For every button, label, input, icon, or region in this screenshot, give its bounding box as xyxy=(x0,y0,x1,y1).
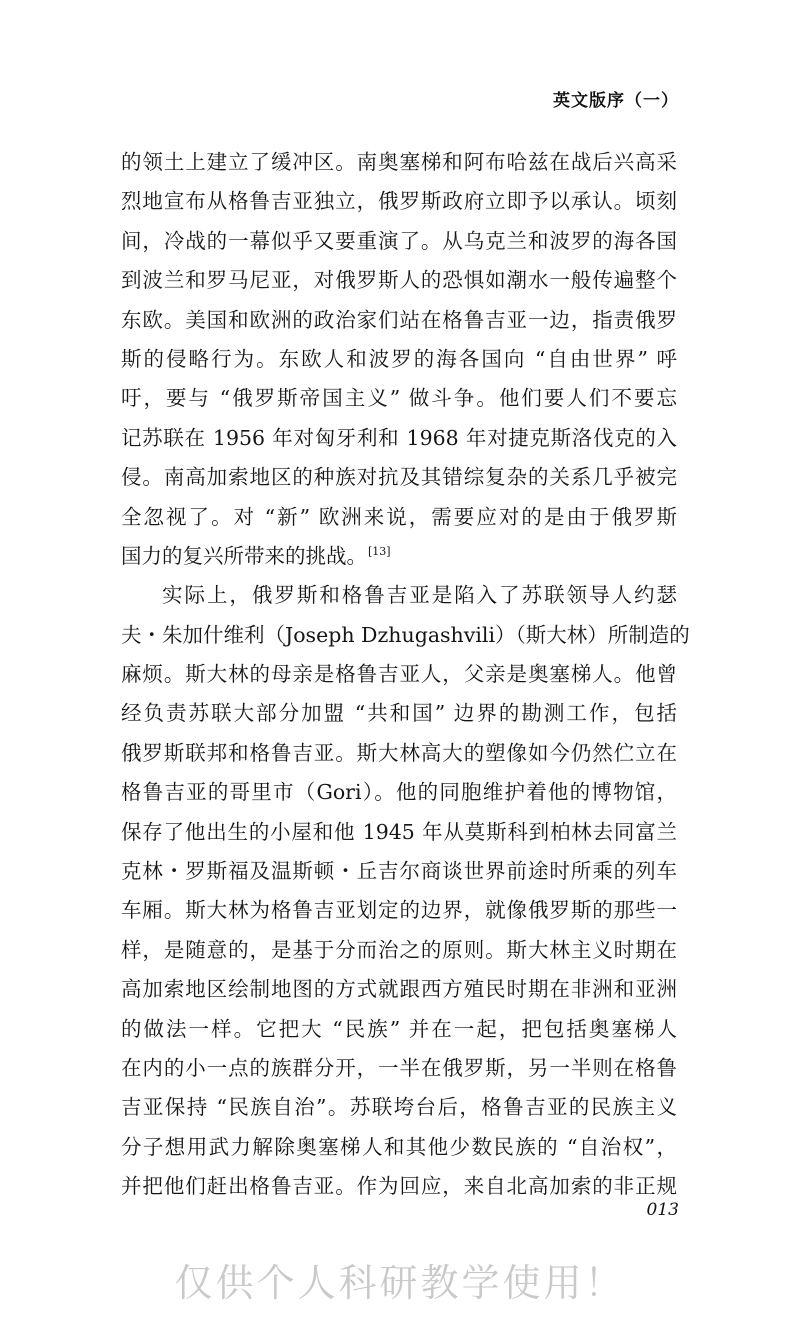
text-line: 经负责苏联大部分加盟 “共和国” 边界的勘测工作，包括 xyxy=(121,701,677,726)
text-line: 在内的小一点的族群分开，一半在俄罗斯，另一半则在格鲁 xyxy=(121,1055,677,1080)
text-line: 麻烦。斯大林的母亲是格鲁吉亚人，父亲是奥塞梯人。他曾 xyxy=(121,662,677,687)
running-header-title: 英文版序（一） xyxy=(553,91,679,111)
paragraph-1 xyxy=(121,143,677,576)
text-line: 高加索地区绘制地图的方式就跟西方殖民时期在非洲和亚洲 xyxy=(121,977,677,1002)
text-line: 斯的侵略行为。东欧人和波罗的海各国向 “自由世界” 呼 xyxy=(121,346,677,371)
text-line: 的领土上建立了缓冲区。南奥塞梯和阿布哈兹在战后兴高采 xyxy=(121,150,677,174)
text-line-last xyxy=(121,537,677,576)
text-line: 分子想用武力解除奥塞梯人和其他少数民族的 “自治权”， xyxy=(121,1134,677,1159)
text-line: 全忽视了。对 “新” 欧洲来说，需要应对的是由于俄罗斯 xyxy=(121,504,677,529)
text-line: 烈地宣布从格鲁吉亚独立，俄罗斯政府立即予以承认。顷刻 xyxy=(121,189,677,214)
text-line: 东欧。美国和欧洲的政治家们站在格鲁吉亚一边，指责俄罗 xyxy=(121,307,677,332)
body-text xyxy=(121,143,690,1207)
text-line: 侵。南高加索地区的种族对抗及其错综复杂的关系几乎被完 xyxy=(121,465,677,490)
footnote-reference[interactable]: [13] xyxy=(368,545,391,559)
text-line: 记苏联在 1956 年对匈牙利和 1968 年对捷克斯洛伐克的入 xyxy=(121,425,677,450)
text-line: 克林・罗斯福及温斯顿・丘吉尔商谈世界前途时所乘的列车 xyxy=(121,859,677,884)
text-line: 的做法一样。它把大 “民族” 并在一起，把包括奥塞梯人 xyxy=(121,1016,677,1041)
text-line: 吉亚保持 “民族自治”。苏联垮台后，格鲁吉亚的民族主义 xyxy=(121,1095,677,1120)
paragraph-2 xyxy=(121,576,690,1206)
text-line: 间，冷战的一幕似乎又要重演了。从乌克兰和波罗的海各国 xyxy=(121,228,677,253)
text-line-content: 国力的复兴所带来的挑战。 xyxy=(121,543,367,568)
watermark: 仅供个人科研教学使用！ xyxy=(174,1261,626,1305)
text-line: 夫・朱加什维利（Joseph Dzhugashvili）（斯大林）所制造的 xyxy=(121,622,690,647)
text-line: 样，是随意的，是基于分而治之的原则。斯大林主义时期在 xyxy=(121,937,677,962)
text-line: 俄罗斯联邦和格鲁吉亚。斯大林高大的塑像如今仍然伫立在 xyxy=(121,740,677,765)
text-line: 并把他们赶出格鲁吉亚。作为回应，来自北高加索的非正规 xyxy=(121,1174,677,1199)
text-line: 格鲁吉亚的哥里市（Gori）。他的同胞维护着他的博物馆， xyxy=(121,780,677,805)
text-line-indented: 实际上，俄罗斯和格鲁吉亚是陷入了苏联领导人约瑟 xyxy=(162,583,677,608)
page-number: 013 xyxy=(646,1200,679,1220)
text-line: 到波兰和罗马尼亚，对俄罗斯人的恐惧如潮水一般传遍整个 xyxy=(121,268,677,293)
text-line: 保存了他出生的小屋和他 1945 年从莫斯科到柏林去同富兰 xyxy=(121,819,677,844)
text-line: 车厢。斯大林为格鲁吉亚划定的边界，就像俄罗斯的那些一 xyxy=(121,898,677,923)
text-line: 吁，要与 “俄罗斯帝国主义” 做斗争。他们要人们不要忘 xyxy=(121,386,677,411)
